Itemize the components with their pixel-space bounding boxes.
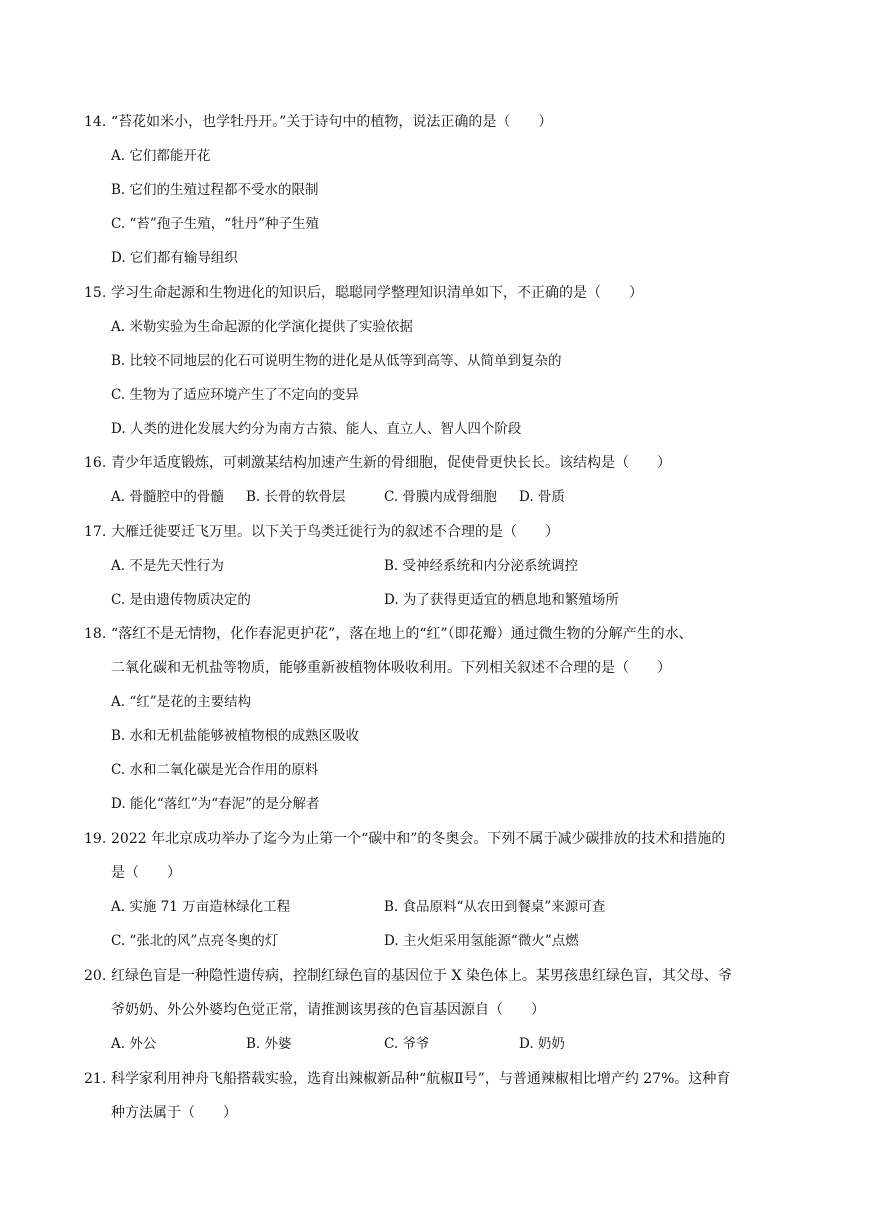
question-stem-line: 二氧化碳和无机盐等物质，能够重新被植物体吸收利用。下列相关叙述不合理的是（ ）	[111, 660, 671, 676]
question-stem: 大雁迁徙要迁飞万里。以下关于鸟类迁徙行为的叙述不合理的是（ ）	[111, 524, 559, 540]
option-d: D. 能化“落红”为“春泥”的是分解者	[111, 796, 320, 812]
option-b: B. 水和无机盐能够被植物根的成熟区吸收	[111, 728, 360, 744]
question-number: 19.	[84, 831, 107, 847]
question-stem: 学习生命起源和生物进化的知识后，聪聪同学整理知识清单如下，不正确的是（ ）	[111, 285, 643, 301]
question-stem: “落红不是无情物，化作春泥更护花”，落在地上的“红”（即花瓣）通过微生物的分解产生的水、	[111, 626, 693, 642]
question-number: 18.	[84, 626, 107, 642]
question-number: 16.	[84, 455, 107, 471]
option-b: B. 食品原料“从农田到餐桌”来源可查	[384, 899, 606, 915]
option-b: B. 它们的生殖过程都不受水的限制	[111, 182, 319, 198]
option-d: D. 骨质	[519, 489, 565, 505]
option-b: B. 外婆	[246, 1036, 292, 1052]
option-c: C. “苔”孢子生殖，“牡丹”种子生殖	[111, 216, 320, 232]
question-number: 20.	[84, 968, 107, 984]
option-a: A. 米勒实验为生命起源的化学演化提供了实验依据	[111, 319, 413, 335]
question-stem: 科学家利用神舟飞船搭载实验，选育出辣椒新品种“航椒Ⅱ号”，与普通辣椒相比增产约 27%。这种育	[111, 1071, 731, 1087]
option-c: C. 爷爷	[384, 1036, 430, 1052]
question-stem-line: 爷奶奶、外公外婆均色觉正常，请推测该男孩的色盲基因源自（ ）	[111, 1002, 545, 1018]
option-d: D. 主火炬采用氢能源“微火”点燃	[384, 933, 579, 949]
question-number: 17.	[84, 524, 107, 540]
option-a: A. “红”是花的主要结构	[111, 694, 252, 710]
question-stem: 2022 年北京成功举办了迄今为止第一个“碳中和”的冬奥会。下列不属于减少碳排放的技术和措施的	[111, 831, 726, 847]
question-number: 21.	[84, 1071, 107, 1087]
option-a: A. 外公	[111, 1036, 157, 1052]
question-stem: 青少年适度锻炼，可刺激某结构加速产生新的骨细胞，促使骨更快长长。该结构是（ ）	[111, 455, 671, 471]
question-number: 15.	[84, 285, 107, 301]
option-d: D. 人类的进化发展大约分为南方古猿、能人、直立人、智人四个阶段	[111, 421, 522, 437]
option-d: D. 为了获得更适宜的栖息地和繁殖场所	[384, 592, 619, 608]
option-b: B. 受神经系统和内分泌系统调控	[384, 558, 579, 574]
option-c: C. 生物为了适应环境产生了不定向的变异	[111, 387, 359, 403]
option-a: A. 不是先天性行为	[111, 558, 224, 574]
question-stem: “苔花如米小，也学牡丹开。”关于诗句中的植物，说法正确的是（ ）	[111, 114, 553, 130]
option-c: C. “张北的风”点亮冬奥的灯	[111, 933, 279, 949]
option-b: B. 长骨的软骨层	[246, 489, 346, 505]
option-d: D. 奶奶	[519, 1036, 565, 1052]
option-c: C. 水和二氧化碳是光合作用的原料	[111, 762, 319, 778]
option-a: A. 实施 71 万亩造林绿化工程	[111, 899, 291, 915]
question-stem-line: 种方法属于（ ）	[111, 1105, 237, 1121]
option-a: A. 骨髓腔中的骨髓	[111, 489, 224, 505]
option-a: A. 它们都能开花	[111, 148, 211, 164]
option-d: D. 它们都有输导组织	[111, 250, 238, 266]
option-c: C. 是由遗传物质决定的	[111, 592, 251, 608]
question-number: 14.	[84, 114, 107, 130]
option-c: C. 骨膜内成骨细胞	[384, 489, 497, 505]
option-b: B. 比较不同地层的化石可说明生物的进化是从低等到高等、从简单到复杂的	[111, 353, 562, 369]
question-stem: 红绿色盲是一种隐性遗传病，控制红绿色盲的基因位于 X 染色体上。某男孩患红绿色盲，其父母、爷	[111, 968, 732, 984]
question-stem-line: 是（ ）	[111, 865, 181, 881]
